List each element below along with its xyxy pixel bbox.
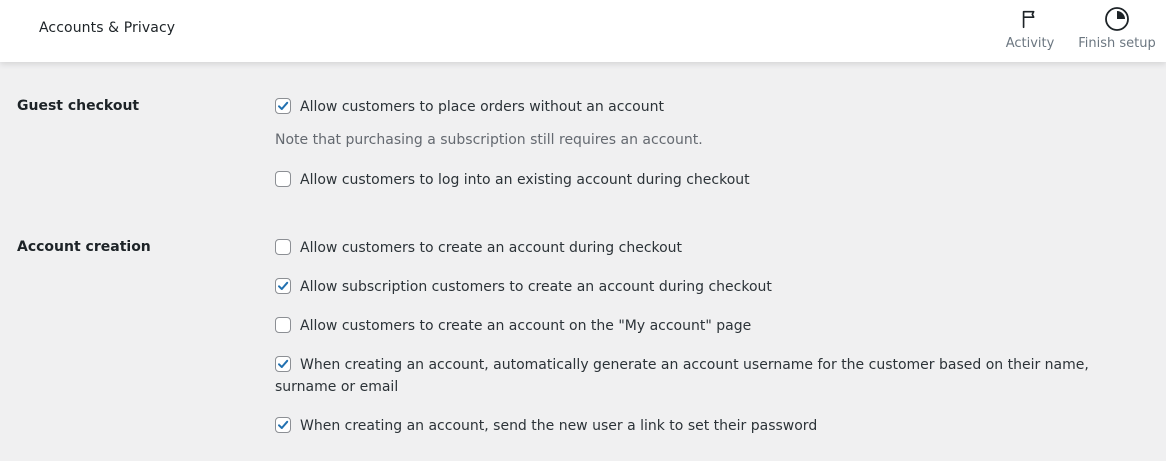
account-creation-label: Account creation <box>17 239 151 255</box>
progress-circle-icon <box>1104 6 1130 32</box>
checkbox-generate-username[interactable] <box>275 356 291 372</box>
settings-content <box>0 62 1166 461</box>
option-subscription-create-account[interactable] <box>275 276 1135 298</box>
activity-label: Activity <box>1005 36 1055 51</box>
option-send-password-link-text: When creating an account, send the new user a link to set their password <box>300 418 818 434</box>
option-create-account-checkout-text: Allow customers to create an account during checkout <box>300 240 683 256</box>
option-send-password-link[interactable] <box>275 415 1135 437</box>
finish-setup-label: Finish setup <box>1078 36 1156 51</box>
option-guest-orders[interactable] <box>275 96 1135 118</box>
activity-button[interactable] <box>1006 6 1054 56</box>
option-create-account-my-account-text: Allow customers to create an account on the "My account" page <box>300 318 752 334</box>
checkbox-create-account-my-account[interactable] <box>275 317 291 333</box>
checkbox-send-password-link[interactable] <box>275 417 291 433</box>
option-subscription-create-account-text: Allow subscription customers to create an account during checkout <box>300 279 772 295</box>
option-create-account-my-account[interactable] <box>275 315 1135 337</box>
page-title: Accounts & Privacy <box>39 20 176 36</box>
option-generate-username[interactable] <box>275 354 1135 398</box>
checkmark-icon <box>277 280 289 292</box>
finish-setup-button[interactable] <box>1078 6 1156 56</box>
option-login-during-checkout[interactable] <box>275 169 1135 191</box>
checkbox-guest-orders[interactable] <box>275 98 291 114</box>
checkbox-create-account-checkout[interactable] <box>275 239 291 255</box>
checkbox-subscription-create-account[interactable] <box>275 278 291 294</box>
option-login-during-checkout-text: Allow customers to log into an existing account during checkout <box>300 172 750 188</box>
top-bar <box>0 0 1166 62</box>
option-generate-username-text: When creating an account, automatically generate an account username for the customer based on their name, surname or email <box>275 357 1089 395</box>
subscription-note: Note that purchasing a subscription still requires an account. <box>275 132 703 148</box>
option-create-account-checkout[interactable] <box>275 237 1135 259</box>
checkmark-icon <box>277 358 289 370</box>
flag-icon <box>1017 6 1043 32</box>
guest-checkout-label: Guest checkout <box>17 98 140 114</box>
option-guest-orders-text: Allow customers to place orders without an account <box>300 99 664 115</box>
checkbox-login-during-checkout[interactable] <box>275 171 291 187</box>
checkmark-icon <box>277 100 289 112</box>
checkmark-icon <box>277 419 289 431</box>
